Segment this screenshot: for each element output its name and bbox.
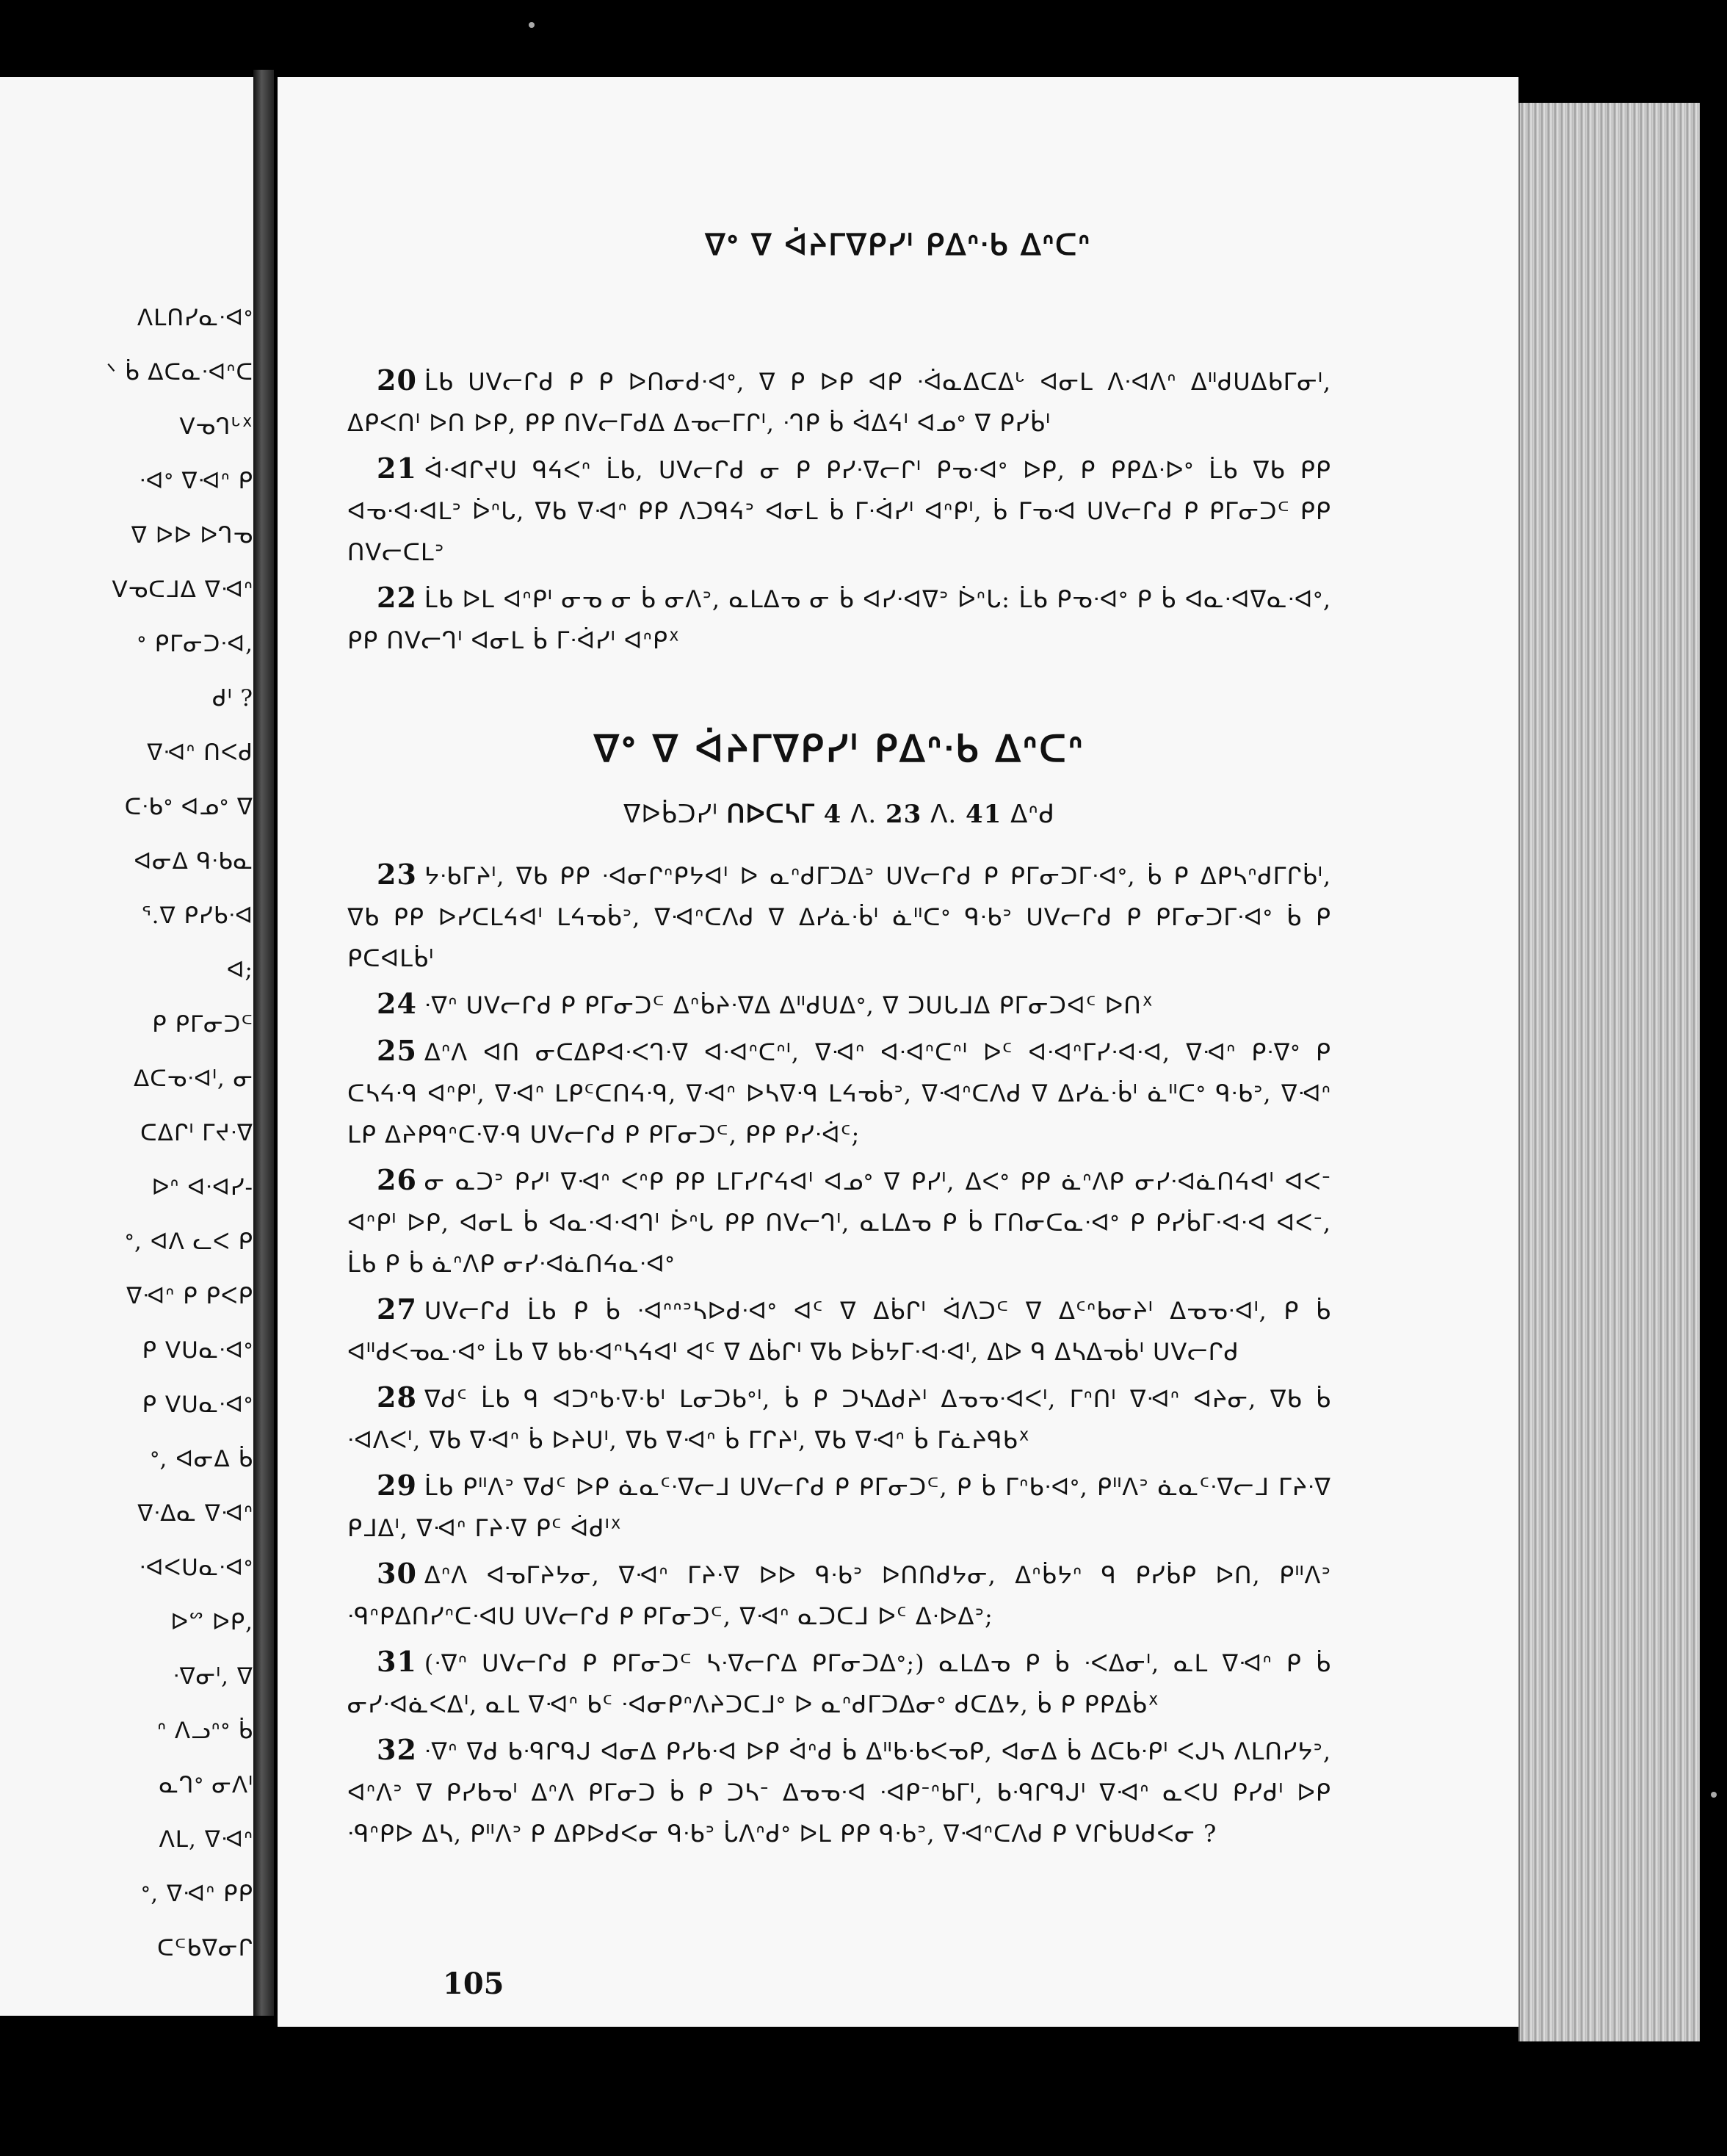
left-page-line: ᐤ ᑭᒥᓂᑐᐧᐊ, <box>137 631 253 657</box>
verse-number: 20 <box>377 363 417 397</box>
left-page-line: ᐤ, ᐁᐗᐢ ᑭᑭ <box>141 1881 253 1907</box>
chapter-reference <box>347 800 1331 829</box>
left-page-line: ᐅᐢ ᐊᐧᐊᓯ- <box>151 1174 253 1201</box>
left-page-line: ᐁ ᐅᐅ ᐅᒉᓀ <box>131 522 253 549</box>
verses-before <box>347 360 1331 661</box>
verse-number: 24 <box>377 987 417 1020</box>
verse-number: 21 <box>377 452 417 485</box>
verse <box>347 1289 1331 1372</box>
left-page-line: ᐊᓂᐃ ᑫᐧᑲᓇ <box>134 848 253 875</box>
reference-unit: ᐃᐢᑯ <box>1010 800 1055 829</box>
left-page-line: ᑕᒼᑲᐁᓂᒋ <box>157 1935 253 1961</box>
dust-speck <box>529 22 535 28</box>
left-page-line: ᐯᓀᒉᒡᕽ <box>179 413 253 440</box>
verse <box>347 1377 1331 1461</box>
left-page-line: ᑭ ᐯᑌᓇᐧᐊᐤ <box>142 1392 253 1418</box>
verse <box>347 983 1331 1026</box>
right-page <box>278 77 1518 2027</box>
verse-number: 27 <box>377 1292 417 1325</box>
running-head: ᐁᐤ ᐁ ᐋᔨᒥᐁᑭᓯᑊ ᑭᐃᐢᐧᑲ ᐃᐢᑕᐢ <box>705 228 1091 262</box>
left-page-line: ᑕᐧᑲᐤ ᐊᓄᐤ ᐁ <box>124 794 253 820</box>
left-page-line: ᐃᑕᓀᐧᐊᑊ, ᓂ <box>133 1066 253 1092</box>
left-page-line: ᑕᐃᒋᑊ ᒥᔪᐧᐁ <box>140 1120 253 1146</box>
verse <box>347 577 1331 661</box>
left-page-line: ᐠ ᑳ ᐃᑕᓇᐧᐊᐢᑕ <box>106 359 253 386</box>
left-page-line: ᐁᐧᐃᓇ ᐁᐗᐢ <box>137 1500 253 1527</box>
reference-to: 41 <box>965 800 1002 829</box>
left-page-line: ᐤ, ᐊᓂᐃ ᑳ <box>150 1446 253 1472</box>
verse <box>347 360 1331 444</box>
verse-number: 25 <box>377 1034 417 1067</box>
left-page-line: ᐁᐗᐢ ᑭ ᑭᐸᑭ <box>126 1283 253 1309</box>
verse <box>347 448 1331 573</box>
verse <box>347 1030 1331 1155</box>
verse-text: ᓂ ᓇᑐᐣ ᑭᓯᑊ ᐁᐗᐢ ᐸᐢᑭ ᑭᑭ ᒪᒥᓯᒋᔦᐊᑊ ᐊᓄᐤ ᐁ ᑭᓯᑊ, ᐃᐸᐤ ᑭᑭ ᓈᐢᐱᑭ ᓂᓯᐧᐊᓈᑎᔦᐊᑊ ᐊᐸᐨ ᐊᐢᑭᑊ ᐅᑭ, ᐊᓂᒪ ᑳ ᐊᓇᐧᐊᐧᐊᒉᑊ ᐆᐢᒐ ᑭᑭ ᑎᐯᓕᒉᑊ, ᓇᒪᐃᓀ ᑭ ᑳ ᒥᑎᓂᑕᓇᐧᐊᐤ ᑭ ᑭᓯᑳᒥᐧᐊᐧᐊ ᐊᐸᐨ, ᒫᑲ ᑭ ᑳ ᓈᐢᐱᑭ ᓂᓯᐧᐊᓈᑎᔦᓇᐧᐊᐤ <box>347 1168 1332 1278</box>
verse <box>347 1160 1331 1284</box>
verse <box>347 1729 1331 1854</box>
verse-text: (ᐧᐁᐢ ᑌᐯᓕᒋᑯ ᑭ ᑭᒥᓂᑐᒼ ᓴᐧᐁᓕᒋᐃ ᑭᒥᓂᑐᐃᐤ;) ᓇᒪᐃᓀ ᑭ ᑳ ᐧᐸᐃᓂᑊ, ᓇᒪ ᐁᐗᐢ ᑭ ᑳ ᓂᓯᐧᐊᓈᐸᐃᑊ, ᓇᒪ ᐁᐗᐢ ᑲᑦ ᐧᐊᓂᑭᐢᐱᔨᑐᑕᒧᐤ ᐅ ᓇᐢᑯᒥᑐᐃᓂᐤ ᑯᑕᐃᔭ, ᑳ ᑭ ᑭᑭᐃᑳᕽ <box>347 1649 1332 1718</box>
left-page-line: ᐊ; <box>226 957 253 983</box>
verse-text: ᑌᐯᓕᒋᑯ ᒫᑲ ᑭ ᑳ ᐧᐊᐢᐢᐣᓴᐅᑯᐧᐊᐤ ᐊᑦ ᐁ ᐃᑳᒋᑊ ᐋᐱᑐᒼ ᐁ ᐃᑦᐢᑲᓂᔨᑊ ᐃᓀᓀᐧᐊᑊ, ᑭ ᑳ ᐊᐦᑯᐸᓀᓇᐧᐊᐤ ᒫᑲ ᐁ ᑲᑲᐧᐊᐢᓴᔦᐊᑊ ᐊᑦ ᐁ ᐃᑳᒋᑊ ᐁᑲ ᐅᑳᔭᒥᐧᐊᐧᐊᑊ, ᐃᐅ ᑫ ᐃᓴᐃᓀᑳᑊ ᑌᐯᓕᒋᑯ <box>347 1297 1331 1366</box>
left-page-line: ᐧᐊᐸᑌᓇᐧᐊᐤ <box>139 1555 253 1581</box>
verse-number: 30 <box>377 1557 417 1590</box>
chapter-title: ᐁᐤ ᐁ ᐋᔨᒥᐁᑭᓯᑊ ᑭᐃᐢᐧᑲ ᐃᐢᑕᐢ <box>593 727 1085 770</box>
verse <box>347 1553 1331 1637</box>
left-page-line: ᐅᔥ ᐅᑭ, <box>170 1609 253 1635</box>
verse-text: ᐃᐢᐱ ᐊᑎ ᓂᑕᐃᑭᐊᐧᐸᒉᐧᐁ ᐊᐧᐊᐢᑕᐢᑊ, ᐁᐗᐢ ᐊᐧᐊᐢᑕᐢᑊ ᐅᑦ ᐊᐧᐊᐢᒥᓯᐧᐊᐧᐊ, ᐁᐗᐢ ᑭᐧᐁᐤ ᑭ ᑕᓴᔦᐧᑫ ᐊᐢᑭᑊ, ᐁᐗᐢ ᒪᑭᑦᑕᑎᔦᐧᑫ, ᐁᐗᐢ ᐅᓴᐁᐧᑫ ᒪᔦᓀᑳᐣ, ᐁᐗᐢᑕᐱᑯ ᐁ ᐃᓯᓈᐧᑳᑊ ᓈᐦᑕᐤ ᑫᐧᑲᐣ, ᐁᐗᐢ ᒪᑭ ᐃᔨᑭᑫᐢᑕᐧᐁᐧᑫ ᑌᐯᓕᒋᑯ ᑭ ᑭᒥᓂᑐᒼ, ᑭᑭ ᑭᓯᐧᐋᑦ; <box>347 1038 1331 1148</box>
left-page-line: ᑯᑊ ? <box>212 685 253 712</box>
left-page-line: ᐧᐊᐤ ᐁᐗᐢ ᑭ <box>139 468 253 494</box>
verse-number: 31 <box>377 1645 417 1678</box>
verse-text: ᐁᑯᑦ ᒫᑲ ᑫ ᐊᑐᐢᑲᐧᐁᐧᑲᑊ ᒪᓂᑐᑲᐤᑊ, ᑳ ᑭ ᑐᓴᐃᑯᔨᑊ ᐃᓀᓀᐧᐊᐸᑊ, ᒥᐢᑎᑊ ᐁᐗᐢ ᐊᔨᓂ, ᐁᑲ ᑳ ᐧᐊᐱᐸᑊ, ᐁᑲ ᐁᐗᐢ ᑳ ᐅᔨᑌᑊ, ᐁᑲ ᐁᐗᐢ ᑳ ᒥᒋᔨᑊ, ᐁᑲ ᐁᐗᐢ ᑳ ᒥᓈᔨᑫᑲᕽ <box>347 1385 1332 1454</box>
reference-from: 23 <box>885 800 922 829</box>
verse-text: ᒫᑲ ᐅᒪ ᐊᐢᑭᑊ ᓂᓀ ᓂ ᑳ ᓂᐱᐣ, ᓇᒪᐃᓀ ᓂ ᑳ ᐊᓯᐧᐊᐁᐣ ᐆᐢᒐ: ᒫᑲ ᑭᓀᐧᐊᐤ ᑭ ᑳ ᐊᓇᐧᐊᐁᓇᐧᐊᐤ, ᑭᑭ ᑎᐯᓕᒉᑊ ᐊᓂᒪ ᑳ ᒥᐧᐋᓯᑊ ᐊᐢᑭᕽ <box>347 585 1331 654</box>
book-spine <box>253 70 274 2016</box>
dust-speck <box>1711 1792 1717 1798</box>
verse-text: ᔭᐧᑲᒥᔨᑊ, ᐁᑲ ᑭᑭ ᐧᐊᓂᒋᐢᑭᔭᐊᑊ ᐅ ᓇᐢᑯᒥᑐᐃᐣ ᑌᐯᓕᒋᑯ ᑭ ᑭᒥᓂᑐᒥᐧᐊᐤ, ᑳ ᑭ ᐃᑭᓴᐢᑯᒥᒋᑳᑊ, ᐁᑲ ᑭᑭ ᐅᓯᑕᒪᔦᐊᑊ ᒪᔦᓀᑳᐣ, ᐁᐗᐢᑕᐱᑯ ᐁ ᐃᓯᓈᐧᑳᑊ ᓈᐦᑕᐤ ᑫᐧᑲᐣ ᑌᐯᓕᒋᑯ ᑭ ᑭᒥᓂᑐᒥᐧᐊᐤ ᑳ ᑭ ᑭᑕᐊᒪᑳᑊ <box>347 862 1332 972</box>
page-edges <box>1518 103 1700 2041</box>
verse-text: ᐧᐁᐢ ᑌᐯᓕᒋᑯ ᑭ ᑭᒥᓂᑐᒼ ᐃᐢᑳᔨᐧᐁᐃ ᐃᐦᑯᑌᐃᐤ, ᐁ ᑐᑌᒐᒧᐃ ᑭᒥᓂᑐᐊᑦ ᐅᑎᕽ <box>424 991 1154 1019</box>
reference-pre: ᐁᐅᑳᑐᓯᑊ <box>623 800 718 829</box>
verse-number: 22 <box>377 581 417 614</box>
left-page-line: ᕐ.ᐁ ᑭᓯᑲᐧᐊ <box>141 902 253 929</box>
verse-text: ᒫᑲ ᑭᐦᐱᐣ ᐁᑯᑦ ᐅᑭ ᓈᓇᑦᐧᐁᓕᒧ ᑌᐯᓕᒋᑯ ᑭ ᑭᒥᓂᑐᒼ, ᑭ ᑳ ᒥᐢᑲᐧᐊᐤ, ᑭᐦᐱᐣ ᓈᓇᑦᐧᐁᓕᒧ ᒥᔨᐧᐁ ᑭᒧᐃᑊ, ᐁᐗᐢ ᒥᔨᐧᐁ ᑭᑦ ᐋᑯᑊᕽ <box>347 1473 1331 1542</box>
reference-chapter: 4 <box>823 800 842 829</box>
verse <box>347 854 1331 979</box>
left-page-line: ᐱᒪ, ᐁᐗᐢ <box>159 1826 253 1853</box>
verse-column <box>347 360 1331 1859</box>
verse-number: 29 <box>377 1469 417 1502</box>
left-page-line: ᐤ, ᐊᐱ ᓚᐸ ᑭ <box>124 1229 253 1255</box>
verse-text: ᐃᐢᐱ ᐊᓀᒥᔨᔭᓂ, ᐁᐗᐢ ᒥᔨᐧᐁ ᐅᐅ ᑫᐧᑲᐣ ᐅᑎᑎᑯᔭᓂ, ᐃᐢᑳᔭᐢ ᑫ ᑭᓯᑳᑭ ᐅᑎ, ᑭᐦᐱᐣ ᐧᑫᐢᑭᐃᑎᓯᐢᑕᐧᐊᑌ ᑌᐯᓕᒋᑯ ᑭ ᑭᒥᓂᑐᒼ, ᐁᐗᐢ ᓇᑐᑕᒧ ᐅᑦ ᐃᐧᐅᐃᐣ; <box>347 1561 1331 1630</box>
verse <box>347 1465 1331 1549</box>
left-page-line: ᐧᐁᓂᑊ, ᐁ <box>173 1663 253 1690</box>
left-page-line: ᑭ ᐯᑌᓇᐧᐊᐤ <box>142 1337 253 1364</box>
reference-sep: ᐱ. <box>850 800 877 829</box>
reference-book: ᑎᐅᑕᓴᒥ <box>726 800 815 829</box>
left-page-line: ᐁᐗᐢ ᑎᐸᑯ <box>147 739 253 766</box>
verse-text: ᐋᐧᐊᒋᔪᑌ ᑫᔦᐸᐢ ᒫᑲ, ᑌᐯᓕᒋᑯ ᓂ ᑭ ᑭᓯᐧᐁᓕᒋᑊ ᑭᓀᐧᐊᐤ ᐅᑭ, ᑭ ᑭᑭᐃᐧᐅᐤ ᒫᑲ ᐁᑲ ᑭᑭ ᐊᓀᐧᐊᐧᐊᒪᐣ ᐆᐢᒐ, ᐁᑲ ᐁᐗᐢ ᑭᑭ ᐱᑐᑫᔦᐣ ᐊᓂᒪ ᑳ ᒥᐧᐋᓯᑊ ᐊᐢᑭᑊ, ᑳ ᒥᓀᐗ ᑌᐯᓕᒋᑯ ᑭ ᑭᒥᓂᑐᒼ ᑭᑭ ᑎᐯᓕᑕᒪᐣ <box>347 456 1332 566</box>
verse <box>347 1641 1331 1725</box>
page-number: 105 <box>443 1967 504 2001</box>
verse-number: 32 <box>377 1733 417 1766</box>
left-page-line: ᐱᒪᑎᓯᓇᐧᐊᐤ <box>137 305 253 331</box>
verse-number: 28 <box>377 1381 417 1414</box>
verse-number: 26 <box>377 1163 417 1196</box>
verse-text: ᒫᑲ ᑌᐯᓕᒋᑯ ᑭ ᑭ ᐅᑎᓂᑯᐧᐊᐤ, ᐁ ᑭ ᐅᑭ ᐊᑭ ᐧᐋᓇᐃᑕᐃᒡ ᐊᓂᒪ ᐱᐧᐊᐱᐢ ᐃᐦᑯᑌᐃᑲᒥᓂᑊ, ᐃᑭᐸᑎᑊ ᐅᑎ ᐅᑭ, ᑭᑭ ᑎᐯᓕᒥᑯᐃ ᐃᓀᓕᒥᒋᑊ, ᐧᒉᑭ ᑳ ᐋᐃᔦᑊ ᐊᓄᐤ ᐁ ᑭᓯᑳᑊ <box>347 368 1331 437</box>
left-page <box>0 77 253 2016</box>
verses-after <box>347 854 1331 1854</box>
verse-number: 23 <box>377 858 417 891</box>
left-page-line: ᐢ ᐱᓗᐢᐤ ᑳ <box>157 1718 253 1744</box>
verse-text: ᐧᐁᐢ ᐁᑯ ᑲᐧᑫᒋᑫᒍ ᐊᓂᐃ ᑭᓯᑲᐧᐊ ᐅᑭ ᐋᐢᑯ ᑳ ᐃᐦᑲᐧᑲᐸᓀᑭ, ᐊᓂᐃ ᑳ ᐃᑕᑲᐧᑭᑊ ᐸᒍᓴ ᐱᒪᑎᓯᔭᐣ, ᐊᐢᐱᐣ ᐁ ᑭᓯᑲᓀᑊ ᐃᐢᐱ ᑭᒥᓂᑐ ᑳ ᑭ ᑐᓴᐨ ᐃᓀᓀᐧᐊ ᐧᐊᑭᐨᐢᑲᒥᑊ, ᑲᐧᑫᒋᑫᒍᑊ ᐁᐗᐢ ᓇᐸᑌ ᑭᓯᑯᑊ ᐅᑭ ᐧᑫᐢᑭᐅ ᐃᓴ, ᑭᐦᐱᐣ ᑭ ᐃᑭᐅᑯᐸᓂ ᑫᐧᑲᐣ ᒑᐱᐢᑯᐤ ᐅᒪ ᑭᑭ ᑫᐧᑲᐣ, ᐁᐗᐢᑕᐱᑯ ᑭ ᐯᒋᑳᑌᑯᐸᓂ ? <box>347 1737 1331 1848</box>
left-page-line: ᐯᓀᑕᒧᐃ ᐁᐗᐢ <box>112 576 253 603</box>
reference-sep: ᐱ. <box>930 800 957 829</box>
left-page-line: ᓇᒉᐤ ᓂᐱᑊ <box>159 1772 253 1798</box>
left-page-line: ᑭ ᑭᒥᓂᑐᒼ <box>152 1011 253 1038</box>
